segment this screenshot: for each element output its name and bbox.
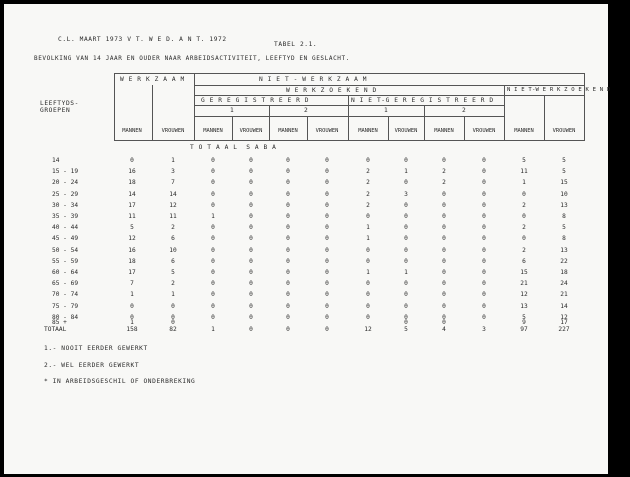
table-cell: 18 [560,269,568,276]
table-cell: 3 [404,190,408,198]
vline [348,95,349,141]
row-label-age-group: 35 - 39 [52,213,79,220]
table-cell: 7 [130,280,134,288]
table-cell: 0 [482,179,486,187]
table-cell: 2 [522,224,526,232]
section-totaal-saba: T O T A A L S A B A [190,144,277,151]
table-cell: 0 [211,269,215,276]
table-cell: 0 [211,257,215,265]
table-cell: 0 [366,313,370,321]
table-cell: 12 [520,291,528,299]
table-cell: 0 [442,190,446,198]
rule-top [114,73,584,74]
table-cell: 0 [442,280,446,288]
row-label-totaal: TOTAAL [44,326,67,333]
table-cell: 0 1 [130,313,134,326]
table-cell: 0 [404,201,408,209]
header-vrouwen: VROUWEN [161,128,185,134]
table-cell: 0 [249,291,253,299]
table-cell: 0 [249,280,253,288]
table-cell: 0 [249,257,253,265]
table-cell: 0 [249,157,253,164]
table-cell: 0 [482,302,486,310]
table-cell: 0 [325,302,329,310]
header-mannen: MANNEN [203,128,223,134]
table-cell: 5 [562,224,566,232]
table-cell: 0 [482,280,486,288]
row-label-age-group: 14 [52,157,60,164]
row-label-age-group: 20 - 24 [52,179,79,187]
table-cell: 5 [562,168,566,176]
table-cell: 0 [249,246,253,254]
table-cell: 0 [522,190,526,198]
table-cell: 0 [442,302,446,310]
table-cell: 0 [249,302,253,310]
header-mannen: MANNEN [278,128,298,134]
table-cell: 0 [442,224,446,232]
table-cell: 14 [128,190,136,198]
table-cell: 0 [325,280,329,288]
table-cell: 0 [211,246,215,254]
row-label-age-group: 50 - 54 [52,246,79,254]
table-cell: 3 [482,326,486,333]
table-cell: 0 [286,201,290,209]
header-sub-2b: 2 [462,107,467,114]
header-niet-geregistreerd: N I E T-G E R E G I S T R E E R D [351,97,494,104]
table-cell: 0 [482,190,486,198]
table-cell: 1 [366,269,370,276]
table-cell: 1 [211,326,215,333]
table-cell: 0 [286,291,290,299]
table-cell: 0 [522,213,526,220]
table-cell: 0 [404,280,408,288]
table-cell: 0 [482,313,486,321]
table-cell: 2 [171,280,175,288]
header-mannen: MANNEN [358,128,378,134]
table-cell: 0 [325,201,329,209]
table-cell: 0 [286,190,290,198]
rule-3 [194,95,584,96]
table-cell: 82 [169,326,177,333]
table-cell: 11 [169,213,177,220]
row-label-age-group: 80 - 84 85 + [52,313,79,326]
table-cell: 0 [325,190,329,198]
header-mannen: MANNEN [434,128,454,134]
table-cell: 0 [482,291,486,299]
table-cell: 18 [128,179,136,187]
table-cell: 0 [211,302,215,310]
row-label-age-group: 60 - 64 [52,269,79,276]
table-cell: 5 [522,157,526,164]
header-niet-werkzaam: N I E T - W E R K Z A A M [259,76,368,83]
vline [232,116,233,141]
table-cell: 0 [249,213,253,220]
table-cell: 0 [249,326,253,333]
table-cell: 12 [364,326,372,333]
table-cell: 12 [128,235,136,243]
table-cell: 2 [366,179,370,187]
table-cell: 0 [286,224,290,232]
table-cell: 0 [286,257,290,265]
table-cell: 0 [442,201,446,209]
table-cell: 0 [249,190,253,198]
table-cell: 0 [211,168,215,176]
table-cell: 5 [404,326,408,333]
header-sub-2a: 2 [304,107,309,114]
table-cell: 16 [128,168,136,176]
table-cell: 0 [325,326,329,333]
row-label-age-group: 70 - 74 [52,291,79,299]
vline [544,95,545,141]
table-cell: 0 [482,235,486,243]
table-cell: 1 [522,179,526,187]
table-cell: 0 [286,213,290,220]
table-cell: 0 [366,280,370,288]
table-cell: 0 [286,326,290,333]
table-cell: 7 [171,179,175,187]
table-cell: 2 [171,224,175,232]
row-label-age-group: 55 - 59 [52,257,79,265]
table-cell: 1 [211,213,215,220]
table-cell: 0 [442,257,446,265]
table-cell: 1 [404,269,408,276]
table-cell: 15 [520,269,528,276]
table-cell: 0 [482,168,486,176]
table-cell: 0 [325,257,329,265]
header-werkzoekend: W E R K Z O E K E N D [286,87,377,94]
header-niet-werkzoekend: N I E T-W E R K Z O E K E N D [507,87,611,93]
table-cell: 0 [325,224,329,232]
table-cell: 0 0 [442,313,446,326]
table-cell: 17 [128,269,136,276]
table-cell: 0 [442,246,446,254]
table-cell: 0 [325,246,329,254]
table-cell: 0 [286,302,290,310]
table-cell: 158 [126,326,138,333]
table-cell: 24 [560,280,568,288]
header-sub-1a: 1 [230,107,235,114]
table-cell: 0 [286,313,290,321]
rule-4 [194,105,504,106]
table-cell: 14 [169,190,177,198]
table-cell: 0 [482,201,486,209]
table-cell: 21 [560,291,568,299]
rule-2 [194,85,584,86]
table-cell: 21 [520,280,528,288]
table-cell: 0 [442,235,446,243]
table-cell: 1 [366,235,370,243]
table-cell: 15 [560,179,568,187]
table-cell: 0 [286,269,290,276]
table-cell: 1 [366,224,370,232]
table-cell: 6 [171,235,175,243]
rule-5 [194,116,504,117]
table-cell: 0 [442,269,446,276]
header-mannen: MANNEN [514,128,534,134]
table-cell: 5 [562,157,566,164]
table-cell: 5 9 [522,313,526,326]
table-cell: 0 [404,179,408,187]
vline [194,73,195,141]
table-cell: 0 [130,302,134,310]
vline [584,73,585,141]
table-cell: 0 [211,201,215,209]
table-cell: 0 [325,269,329,276]
table-cell: 0 [249,269,253,276]
table-cell: 2 [442,179,446,187]
table-cell: 1 [171,157,175,164]
table-cell: 1 [130,291,134,299]
vline [464,116,465,141]
table-cell: 0 [404,291,408,299]
table-cell: 0 [286,179,290,187]
table-cell: 1 [171,291,175,299]
header-vrouwen: VROUWEN [239,128,263,134]
header-geregistreerd: G E R E G I S T R E E R D [201,97,310,104]
table-cell: 11 [128,213,136,220]
row-label-age-group: 40 - 44 [52,224,79,232]
table-cell: 0 [366,157,370,164]
table-cell: 5 [171,269,175,276]
table-cell: 0 [482,257,486,265]
table-cell: 0 [442,213,446,220]
table-cell: 10 [560,190,568,198]
table-cell: 0 [249,235,253,243]
note-2: 2.- WEL EERDER GEWERKT [44,362,140,369]
table-cell: 2 [522,201,526,209]
table-cell: 0 [249,168,253,176]
table-cell: 0 [366,302,370,310]
table-cell: 0 [482,246,486,254]
table-cell: 0 [211,224,215,232]
table-cell: 227 [558,326,570,333]
table-cell: 0 [249,224,253,232]
vline [269,105,270,141]
table-cell: 0 [211,190,215,198]
table-title: BEVOLKING VAN 14 JAAR EN OUDER NAAR ARBEIDSACTIVITEIT, LEEFTYD EN GESLACHT. [34,55,350,62]
header-vrouwen: VROUWEN [472,128,496,134]
row-label-age-group: 25 - 29 [52,190,79,198]
table-cell: 0 [325,168,329,176]
rule-bottom [114,140,584,141]
table-cell: 2 [522,246,526,254]
table-cell: 0 [482,269,486,276]
vline [424,105,425,141]
table-cell: 0 [442,157,446,164]
table-cell: 1 [404,168,408,176]
table-cell: 0 0 [404,313,408,326]
row-label-age-group: 45 - 49 [52,235,79,243]
table-cell: 2 [366,201,370,209]
table-cell: 0 [404,235,408,243]
table-cell: 0 [366,291,370,299]
document-page [4,4,611,474]
table-cell: 0 0 [171,313,175,326]
table-cell: 0 [211,157,215,164]
table-cell: 6 [522,257,526,265]
table-cell: 13 [520,302,528,310]
note-1: 1.- NOOIT EERDER GEWERKT [44,345,148,352]
header-leeftijd: LEEFTYDS- GROEPEN [40,100,79,114]
table-cell: 0 [211,179,215,187]
table-cell: 0 [482,157,486,164]
table-cell: 0 [404,257,408,265]
table-cell: 6 [171,257,175,265]
table-cell: 8 [562,213,566,220]
table-cell: 0 [482,224,486,232]
table-cell: 3 [171,168,175,176]
table-cell: 0 [366,246,370,254]
table-cell: 0 [325,313,329,321]
header-line1: C.L. MAART 1973 V T. W E D. A N T. 1972 [58,36,227,43]
header-mannen: MANNEN [122,128,142,134]
table-cell: 0 [249,313,253,321]
note-3: * IN ARBEIDSGESCHIL OF ONDERBREKING [44,378,196,385]
table-cell: 0 [325,213,329,220]
table-cell: 0 [286,168,290,176]
table-cell: 0 [442,291,446,299]
table-cell: 0 [211,313,215,321]
table-cell: 12 [169,201,177,209]
table-cell: 0 [325,235,329,243]
table-cell: 12 17 [560,313,568,326]
vline [152,85,153,141]
table-cell: 0 [325,157,329,164]
table-cell: 14 [560,302,568,310]
header-vrouwen: VROUWEN [315,128,339,134]
header-sub-1b: 1 [384,107,389,114]
table-cell: 13 [560,201,568,209]
table-cell: 8 [562,235,566,243]
table-cell: 10 [169,246,177,254]
row-label-age-group: 30 - 34 [52,201,79,209]
table-cell: 16 [128,246,136,254]
table-cell: 0 [286,235,290,243]
table-cell: 0 [286,246,290,254]
table-cell: 0 [286,280,290,288]
table-cell: 0 [171,302,175,310]
table-cell: 0 [366,257,370,265]
header-werkzaam: W E R K Z A A M [120,76,185,83]
table-cell: 0 [211,235,215,243]
table-cell: 4 [442,326,446,333]
table-cell: 0 [211,280,215,288]
table-cell: 0 [366,213,370,220]
table-cell: 0 [522,235,526,243]
table-cell: 0 [404,157,408,164]
table-cell: 0 [482,213,486,220]
table-cell: 22 [560,257,568,265]
table-cell: 97 [520,326,528,333]
table-cell: 11 [520,168,528,176]
table-cell: 0 [404,213,408,220]
table-cell: 0 [325,179,329,187]
table-cell: 2 [442,168,446,176]
table-cell: 0 [325,291,329,299]
table-cell: 0 [404,246,408,254]
header-vrouwen: VROUWEN [552,128,576,134]
table-cell: 0 [404,302,408,310]
table-cell: 0 [211,291,215,299]
table-cell: 13 [560,246,568,254]
table-cell: 0 [286,157,290,164]
vline [504,85,505,141]
vline [307,116,308,141]
table-cell: 0 [249,179,253,187]
row-label-age-group: 15 - 19 [52,168,79,176]
table-cell: 2 [366,190,370,198]
table-cell: 0 [249,201,253,209]
row-label-age-group: 65 - 69 [52,280,79,288]
header-vrouwen: VROUWEN [394,128,418,134]
row-label-age-group: 75 - 79 [52,302,79,310]
table-number: TABEL 2.1. [274,41,318,48]
table-cell: 0 [404,224,408,232]
table-cell: 5 [130,224,134,232]
table-cell: 0 [130,157,134,164]
table-cell: 18 [128,257,136,265]
table-cell: 17 [128,201,136,209]
table-cell: 2 [366,168,370,176]
